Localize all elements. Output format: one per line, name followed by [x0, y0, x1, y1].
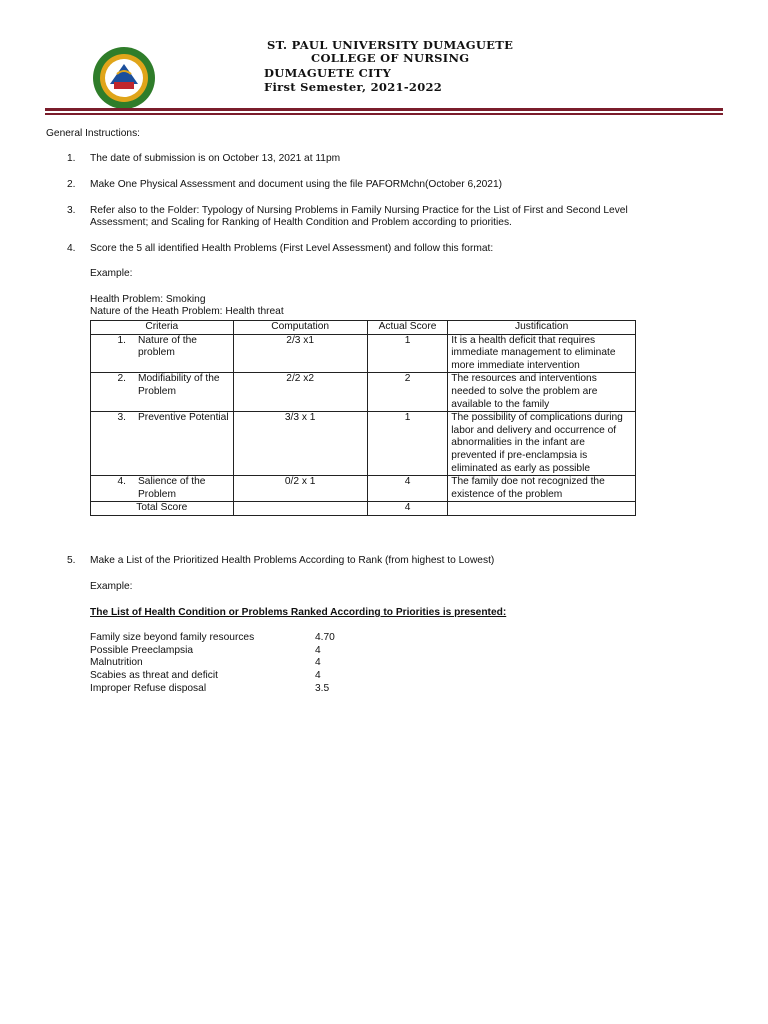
table-row [91, 412, 636, 476]
score-cell: 4 [367, 476, 448, 502]
problem-name: Family size beyond family resources [90, 632, 255, 643]
instruction-number: 3. [67, 205, 76, 216]
instruction-number: 1. [67, 153, 76, 164]
score-cell: 1 [367, 334, 448, 373]
justification-cell: The resources and interventions needed to solve the problem are available to the family [448, 373, 636, 412]
criteria-number: 2. [117, 373, 126, 385]
justification-cell: It is a health deficit that requires immediate management to eliminate more immediate intervention [448, 334, 636, 373]
table-row [91, 373, 636, 412]
list-item [90, 645, 321, 658]
criteria-text: Nature of the problem [138, 334, 197, 359]
problem-score: 3.5 [315, 683, 330, 694]
score-cell: 2 [367, 373, 448, 412]
scoring-table [90, 320, 636, 516]
criteria-cell [91, 334, 234, 373]
criteria-number: 3. [117, 412, 126, 424]
list-item [90, 657, 321, 670]
example-label: Example: [90, 268, 133, 279]
header-rule-top [45, 108, 723, 111]
criteria-number: 4. [117, 476, 126, 488]
empty-cell [448, 502, 636, 516]
score-cell: 1 [367, 412, 448, 476]
total-value: 4 [367, 502, 448, 516]
computation-cell: 2/3 x1 [233, 334, 367, 373]
problem-name: Improper Refuse disposal [90, 683, 207, 694]
list-item [90, 670, 321, 683]
table-row [91, 334, 636, 373]
problem-name: Scabies as threat and deficit [90, 670, 218, 681]
criteria-cell [91, 476, 234, 502]
criteria-text: Preventive Potential [138, 412, 229, 424]
list-item [90, 632, 335, 645]
column-header-justification: Justification [448, 321, 636, 335]
table-header-row [91, 321, 636, 335]
criteria-cell [91, 373, 234, 412]
nature-of-problem-label: Nature of the Heath Problem: Health threat [90, 306, 284, 317]
instruction-number: 5. [67, 555, 76, 566]
criteria-text: Salience of the Problem [138, 476, 206, 500]
college-name: COLLEGE OF NURSING [311, 51, 470, 65]
general-instructions-heading: General Instructions: [46, 128, 140, 139]
justification-cell: The possibility of complications during labor and delivery and occurrence of abnormalities in the infant are prevented if pre-enclampsia is eliminated as early as possible [448, 412, 636, 476]
total-label: Total Score [91, 502, 234, 516]
health-problem-label: Health Problem: Smoking [90, 294, 206, 305]
university-seal-logo [92, 46, 156, 110]
header-rule-bottom [45, 113, 723, 115]
empty-cell [233, 502, 367, 516]
city-name: DUMAGUETE CITY [264, 66, 392, 80]
problem-score: 4.70 [315, 632, 335, 643]
column-header-criteria: Criteria [91, 321, 234, 335]
problem-score: 4 [315, 657, 321, 668]
instruction-4-text: Score the 5 all identified Health Problems (First Level Assessment) and follow this format: [90, 243, 494, 254]
table-row [91, 476, 636, 502]
instruction-3-line2: Assessment; and Scaling for Ranking of Health Condition and Problem according to priorities. [90, 217, 512, 228]
computation-cell: 2/2 x2 [233, 373, 367, 412]
instruction-3-line1: Refer also to the Folder: Typology of Nursing Problems in Family Nursing Practice for the List of First and Second Level [90, 205, 628, 216]
university-name: ST. PAUL UNIVERSITY DUMAGUETE [267, 38, 514, 52]
computation-cell: 0/2 x 1 [233, 476, 367, 502]
total-row [91, 502, 636, 516]
computation-cell: 3/3 x 1 [233, 412, 367, 476]
problem-score: 4 [315, 645, 321, 656]
criteria-number: 1. [117, 334, 126, 346]
problem-score: 4 [315, 670, 321, 681]
column-header-computation: Computation [233, 321, 367, 335]
list-item [90, 683, 330, 696]
problem-name: Possible Preeclampsia [90, 645, 194, 656]
instruction-1-text: The date of submission is on October 13, 2021 at 11pm [90, 153, 341, 164]
semester-label: First Semester, 2021-2022 [264, 80, 443, 94]
ranked-list-title: The List of Health Condition or Problems Ranked According to Priorities is presented: [90, 607, 507, 618]
example-label-2: Example: [90, 581, 133, 592]
instruction-number: 2. [67, 179, 76, 190]
instruction-5-text: Make a List of the Prioritized Health Problems According to Rank (from highest to Lowest) [90, 555, 495, 566]
instruction-number: 4. [67, 243, 76, 254]
criteria-cell [91, 412, 234, 476]
document-header [0, 0, 768, 115]
criteria-text: Modifiability of the Problem [138, 373, 220, 397]
problem-name: Malnutrition [90, 657, 143, 668]
column-header-actual-score: Actual Score [367, 321, 448, 335]
instruction-2-text: Make One Physical Assessment and document using the file PAFORMchn(October 6,2021) [90, 179, 503, 190]
justification-cell: The family doe not recognized the existence of the problem [448, 476, 636, 502]
